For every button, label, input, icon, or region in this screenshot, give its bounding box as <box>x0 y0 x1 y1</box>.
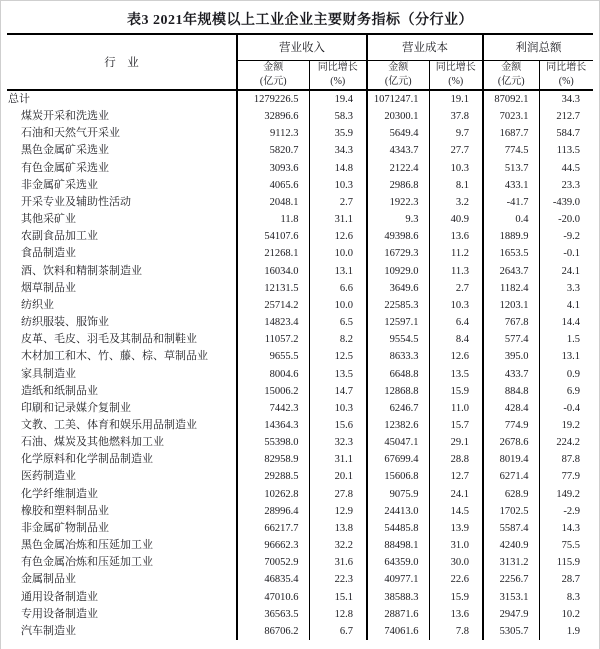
value-cell: 8019.4 <box>483 451 539 468</box>
value-cell: 3.2 <box>429 194 483 211</box>
value-cell: 75.5 <box>539 537 593 554</box>
col-header-growth-label: 同比增长 <box>435 62 476 74</box>
value-cell: 1203.1 <box>483 297 539 314</box>
value-cell: 12.7 <box>429 468 483 485</box>
group-header-row <box>7 34 593 60</box>
value-cell: 20.1 <box>309 468 367 485</box>
value-cell: 2048.1 <box>237 194 309 211</box>
table-row <box>7 606 593 623</box>
table-row <box>7 331 593 348</box>
value-cell: 884.8 <box>483 383 539 400</box>
industry-name-cell: 木材加工和木、竹、藤、棕、草制品业 <box>21 350 208 363</box>
value-cell: 4240.9 <box>483 537 539 554</box>
value-cell: 4065.6 <box>237 177 309 194</box>
value-cell: 13.6 <box>429 228 483 245</box>
value-cell: 2986.8 <box>367 177 429 194</box>
value-cell: -2.9 <box>539 503 593 520</box>
value-cell: 3649.6 <box>367 280 429 297</box>
value-cell: 35.9 <box>309 125 367 142</box>
industry-name-cell: 石油、煤炭及其他燃料加工业 <box>21 436 164 449</box>
value-cell: 9.7 <box>429 125 483 142</box>
industry-name-cell: 有色金属矿采选业 <box>21 161 109 174</box>
industry-name-cell: 开采专业及辅助性活动 <box>21 195 131 208</box>
col-header-revenue-growth <box>309 60 367 90</box>
value-cell: 8.2 <box>309 331 367 348</box>
col-header-growth-unit: (%) <box>330 75 346 87</box>
value-cell: 40977.1 <box>367 571 429 588</box>
industry-name-cell: 农副食品加工业 <box>21 230 98 243</box>
industry-name-cell: 黑色金属矿采选业 <box>21 144 109 157</box>
value-cell: 29288.5 <box>237 468 309 485</box>
value-cell: 15.1 <box>309 589 367 606</box>
value-cell: 15.9 <box>429 383 483 400</box>
value-cell: 14.5 <box>429 503 483 520</box>
value-cell: 19.2 <box>539 417 593 434</box>
value-cell: 12.5 <box>309 348 367 365</box>
value-cell: 3131.2 <box>483 554 539 571</box>
value-cell: -9.2 <box>539 228 593 245</box>
value-cell: 21268.1 <box>237 245 309 262</box>
value-cell: 47010.6 <box>237 589 309 606</box>
value-cell: 14.8 <box>309 160 367 177</box>
value-cell: 395.0 <box>483 348 539 365</box>
value-cell: 34.3 <box>309 142 367 159</box>
value-cell: 513.7 <box>483 160 539 177</box>
industry-name-cell: 酒、饮料和精制茶制造业 <box>21 264 142 277</box>
value-cell: 0.9 <box>539 366 593 383</box>
value-cell: 55398.0 <box>237 434 309 451</box>
value-cell: 12.6 <box>429 348 483 365</box>
value-cell: 32896.6 <box>237 108 309 125</box>
table-row <box>7 194 593 211</box>
industry-name-cell: 化学纤维制造业 <box>21 487 98 500</box>
value-cell: 774.9 <box>483 417 539 434</box>
value-cell: 5649.4 <box>367 125 429 142</box>
value-cell: 31.1 <box>309 451 367 468</box>
value-cell: 428.4 <box>483 400 539 417</box>
value-cell: 12.9 <box>309 503 367 520</box>
industry-name-cell: 家具制造业 <box>21 367 76 380</box>
table-row <box>7 177 593 194</box>
industry-name-cell: 橡胶和塑料制品业 <box>21 504 109 517</box>
col-header-growth-unit: (%) <box>558 75 574 87</box>
industry-name-cell: 专用设备制造业 <box>21 607 98 620</box>
value-cell: 12.6 <box>309 228 367 245</box>
industry-name-cell: 造纸和纸制品业 <box>21 384 98 397</box>
industry-name-cell: 烟草制品业 <box>21 281 76 294</box>
value-cell: 87092.1 <box>483 90 539 108</box>
value-cell: 115.9 <box>539 554 593 571</box>
industry-name-cell: 煤炭开采和洗选业 <box>21 110 109 123</box>
industry-name-cell: 食品制造业 <box>21 247 76 260</box>
table-row <box>7 125 593 142</box>
value-cell: 36563.5 <box>237 606 309 623</box>
industry-name-cell: 金属制品业 <box>21 573 76 586</box>
value-cell: 3093.6 <box>237 160 309 177</box>
value-cell: 46835.4 <box>237 571 309 588</box>
industry-name-cell: 皮革、毛皮、羽毛及其制品和制鞋业 <box>21 333 197 346</box>
table-row <box>7 503 593 520</box>
value-cell: 0.4 <box>483 211 539 228</box>
value-cell: 28.8 <box>429 451 483 468</box>
value-cell: 29.1 <box>429 434 483 451</box>
value-cell: 37.8 <box>429 108 483 125</box>
value-cell: 45047.1 <box>367 434 429 451</box>
table-row <box>7 486 593 503</box>
value-cell: 6246.7 <box>367 400 429 417</box>
value-cell: 6.6 <box>309 280 367 297</box>
value-cell: 767.8 <box>483 314 539 331</box>
value-cell: 13.6 <box>429 606 483 623</box>
value-cell: 24413.0 <box>367 503 429 520</box>
value-cell: 10.2 <box>539 606 593 623</box>
table-row <box>7 280 593 297</box>
value-cell: 88498.1 <box>367 537 429 554</box>
value-cell: 28871.6 <box>367 606 429 623</box>
col-header-growth-unit: (%) <box>448 75 464 87</box>
value-cell: 11057.2 <box>237 331 309 348</box>
value-cell: 58.3 <box>309 108 367 125</box>
value-cell: 577.4 <box>483 331 539 348</box>
value-cell: 10.0 <box>309 245 367 262</box>
value-cell: 4343.7 <box>367 142 429 159</box>
value-cell: 2122.4 <box>367 160 429 177</box>
value-cell: -41.7 <box>483 194 539 211</box>
industry-name-cell: 黑色金属冶炼和压延加工业 <box>21 539 153 552</box>
table-row <box>7 623 593 640</box>
table-row <box>7 417 593 434</box>
table-row <box>7 211 593 228</box>
value-cell: 23.3 <box>539 177 593 194</box>
value-cell: 584.7 <box>539 125 593 142</box>
value-cell: 628.9 <box>483 486 539 503</box>
value-cell: 3153.1 <box>483 589 539 606</box>
value-cell: 70052.9 <box>237 554 309 571</box>
value-cell: 1.5 <box>539 331 593 348</box>
value-cell: 6.9 <box>539 383 593 400</box>
value-cell: 224.2 <box>539 434 593 451</box>
industry-name-cell: 总计 <box>8 93 30 105</box>
value-cell: 24.1 <box>429 486 483 503</box>
value-cell: 31.1 <box>309 211 367 228</box>
value-cell: -439.0 <box>539 194 593 211</box>
value-cell: 82958.9 <box>237 451 309 468</box>
value-cell: 7442.3 <box>237 400 309 417</box>
value-cell: 10.3 <box>309 400 367 417</box>
value-cell: 74061.6 <box>367 623 429 640</box>
value-cell: 13.5 <box>309 366 367 383</box>
value-cell: 9554.5 <box>367 331 429 348</box>
table-row <box>7 160 593 177</box>
value-cell: 10262.8 <box>237 486 309 503</box>
value-cell: 12.8 <box>309 606 367 623</box>
value-cell: 5305.7 <box>483 623 539 640</box>
value-cell: 12597.1 <box>367 314 429 331</box>
col-header-growth-label: 同比增长 <box>317 62 358 74</box>
table-row <box>7 520 593 537</box>
value-cell: 31.6 <box>309 554 367 571</box>
industry-name-cell: 汽车制造业 <box>21 624 76 637</box>
value-cell: 8004.6 <box>237 366 309 383</box>
value-cell: 54107.6 <box>237 228 309 245</box>
industry-name-cell: 化学原料和化学制品制造业 <box>21 453 153 466</box>
table-row <box>7 468 593 485</box>
value-cell: 11.8 <box>237 211 309 228</box>
table-row <box>7 314 593 331</box>
value-cell: 34.3 <box>539 90 593 108</box>
table-row <box>7 245 593 262</box>
value-cell: 433.1 <box>483 177 539 194</box>
value-cell: 77.9 <box>539 468 593 485</box>
value-cell: 13.1 <box>539 348 593 365</box>
value-cell: 113.5 <box>539 142 593 159</box>
value-cell: 54485.8 <box>367 520 429 537</box>
value-cell: 9655.5 <box>237 348 309 365</box>
table-row <box>7 537 593 554</box>
value-cell: 14.4 <box>539 314 593 331</box>
value-cell: 14.3 <box>539 520 593 537</box>
value-cell: 28.7 <box>539 571 593 588</box>
value-cell: 66217.7 <box>237 520 309 537</box>
col-header-cost-amount <box>367 60 429 90</box>
table-row <box>7 263 593 280</box>
value-cell: 16729.3 <box>367 245 429 262</box>
value-cell: 3.3 <box>539 280 593 297</box>
col-header-profit-amount <box>483 60 539 90</box>
value-cell: 22585.3 <box>367 297 429 314</box>
value-cell: 13.1 <box>309 263 367 280</box>
table-row <box>7 90 593 108</box>
value-cell: 1279226.5 <box>237 90 309 108</box>
value-cell: 1071247.1 <box>367 90 429 108</box>
value-cell: 7023.1 <box>483 108 539 125</box>
value-cell: 774.5 <box>483 142 539 159</box>
financial-indicators-table <box>7 33 593 640</box>
value-cell: 31.0 <box>429 537 483 554</box>
value-cell: 20300.1 <box>367 108 429 125</box>
value-cell: 38588.3 <box>367 589 429 606</box>
value-cell: 14.7 <box>309 383 367 400</box>
col-header-amount-unit: (亿元) <box>384 75 412 87</box>
col-header-profit-growth <box>539 60 593 90</box>
industry-name-cell: 医药制造业 <box>21 470 76 483</box>
table-row <box>7 383 593 400</box>
value-cell: 6.5 <box>309 314 367 331</box>
value-cell: 5587.4 <box>483 520 539 537</box>
value-cell: 24.1 <box>539 263 593 280</box>
value-cell: 67699.4 <box>367 451 429 468</box>
page-title: 表3 2021年规模以上工业企业主要财务指标（分行业） <box>127 13 473 28</box>
industry-name-cell: 其他采矿业 <box>21 213 76 226</box>
value-cell: 28996.4 <box>237 503 309 520</box>
value-cell: 8633.3 <box>367 348 429 365</box>
value-cell: 1889.9 <box>483 228 539 245</box>
value-cell: 149.2 <box>539 486 593 503</box>
value-cell: 5820.7 <box>237 142 309 159</box>
col-header-growth-label: 同比增长 <box>546 62 587 74</box>
table-row <box>7 554 593 571</box>
col-header-amount-label: 金额 <box>263 62 284 74</box>
value-cell: 15.9 <box>429 589 483 606</box>
value-cell: 19.4 <box>309 90 367 108</box>
value-cell: 6648.8 <box>367 366 429 383</box>
value-cell: 10.3 <box>309 177 367 194</box>
value-cell: -0.4 <box>539 400 593 417</box>
table-row <box>7 348 593 365</box>
value-cell: 8.4 <box>429 331 483 348</box>
value-cell: 22.3 <box>309 571 367 588</box>
value-cell: 9.3 <box>367 211 429 228</box>
group-header-operating-cost: 营业成本 <box>367 34 483 60</box>
table-row <box>7 228 593 245</box>
col-header-amount-label: 金额 <box>501 62 522 74</box>
value-cell: 15.7 <box>429 417 483 434</box>
value-cell: 64359.0 <box>367 554 429 571</box>
industry-name-cell: 文教、工美、体育和娱乐用品制造业 <box>21 418 197 431</box>
value-cell: 7.8 <box>429 623 483 640</box>
table-body <box>7 90 593 640</box>
table-header <box>7 34 593 90</box>
value-cell: 1182.4 <box>483 280 539 297</box>
value-cell: 2256.7 <box>483 571 539 588</box>
industry-name-cell: 非金属矿采选业 <box>21 178 98 191</box>
value-cell: 40.9 <box>429 211 483 228</box>
industry-name-cell: 通用设备制造业 <box>21 590 98 603</box>
value-cell: 4.1 <box>539 297 593 314</box>
table-row <box>7 589 593 606</box>
value-cell: 1922.3 <box>367 194 429 211</box>
value-cell: 10.3 <box>429 160 483 177</box>
table-row <box>7 366 593 383</box>
value-cell: 19.1 <box>429 90 483 108</box>
value-cell: 32.2 <box>309 537 367 554</box>
col-header-amount-label: 金额 <box>388 62 409 74</box>
value-cell: 1.9 <box>539 623 593 640</box>
industry-name-cell: 非金属矿物制品业 <box>21 521 109 534</box>
value-cell: 8.3 <box>539 589 593 606</box>
value-cell: 433.7 <box>483 366 539 383</box>
col-header-revenue-amount <box>237 60 309 90</box>
value-cell: 14823.4 <box>237 314 309 331</box>
value-cell: 9075.9 <box>367 486 429 503</box>
value-cell: -20.0 <box>539 211 593 228</box>
value-cell: 27.7 <box>429 142 483 159</box>
value-cell: 2.7 <box>309 194 367 211</box>
value-cell: 15006.2 <box>237 383 309 400</box>
value-cell: 12131.5 <box>237 280 309 297</box>
value-cell: 22.6 <box>429 571 483 588</box>
value-cell: 15606.8 <box>367 468 429 485</box>
value-cell: 2678.6 <box>483 434 539 451</box>
table-row <box>7 142 593 159</box>
value-cell: 2947.9 <box>483 606 539 623</box>
value-cell: -0.1 <box>539 245 593 262</box>
table-row <box>7 297 593 314</box>
value-cell: 10.0 <box>309 297 367 314</box>
value-cell: 11.0 <box>429 400 483 417</box>
table-row <box>7 571 593 588</box>
value-cell: 10929.0 <box>367 263 429 280</box>
value-cell: 96662.3 <box>237 537 309 554</box>
value-cell: 12382.6 <box>367 417 429 434</box>
value-cell: 11.2 <box>429 245 483 262</box>
industry-name-cell: 纺织业 <box>21 298 54 311</box>
value-cell: 9112.3 <box>237 125 309 142</box>
value-cell: 1653.5 <box>483 245 539 262</box>
table-row <box>7 108 593 125</box>
industry-column-header: 行 业 <box>7 34 237 90</box>
value-cell: 13.8 <box>309 520 367 537</box>
value-cell: 27.8 <box>309 486 367 503</box>
value-cell: 212.7 <box>539 108 593 125</box>
value-cell: 6.7 <box>309 623 367 640</box>
group-header-total-profit: 利润总额 <box>483 34 593 60</box>
value-cell: 10.3 <box>429 297 483 314</box>
table-row <box>7 400 593 417</box>
col-header-amount-unit: (亿元) <box>259 75 287 87</box>
value-cell: 1687.7 <box>483 125 539 142</box>
value-cell: 13.5 <box>429 366 483 383</box>
value-cell: 6.4 <box>429 314 483 331</box>
value-cell: 2643.7 <box>483 263 539 280</box>
value-cell: 13.9 <box>429 520 483 537</box>
table-row <box>7 451 593 468</box>
value-cell: 15.6 <box>309 417 367 434</box>
value-cell: 32.3 <box>309 434 367 451</box>
value-cell: 12868.8 <box>367 383 429 400</box>
table-row <box>7 434 593 451</box>
col-header-cost-growth <box>429 60 483 90</box>
industry-name-cell: 石油和天然气开采业 <box>21 127 120 140</box>
value-cell: 87.8 <box>539 451 593 468</box>
value-cell: 14364.3 <box>237 417 309 434</box>
industry-name-cell: 印刷和记录媒介复制业 <box>21 401 131 414</box>
group-header-operating-revenue: 营业收入 <box>237 34 367 60</box>
value-cell: 49398.6 <box>367 228 429 245</box>
value-cell: 86706.2 <box>237 623 309 640</box>
value-cell: 25714.2 <box>237 297 309 314</box>
value-cell: 16034.0 <box>237 263 309 280</box>
industry-name-cell: 纺织服装、服饰业 <box>21 316 109 329</box>
value-cell: 44.5 <box>539 160 593 177</box>
industry-name-cell: 有色金属冶炼和压延加工业 <box>21 556 153 569</box>
value-cell: 6271.4 <box>483 468 539 485</box>
col-header-amount-unit: (亿元) <box>497 75 525 87</box>
value-cell: 2.7 <box>429 280 483 297</box>
value-cell: 11.3 <box>429 263 483 280</box>
value-cell: 30.0 <box>429 554 483 571</box>
value-cell: 1702.5 <box>483 503 539 520</box>
value-cell: 8.1 <box>429 177 483 194</box>
